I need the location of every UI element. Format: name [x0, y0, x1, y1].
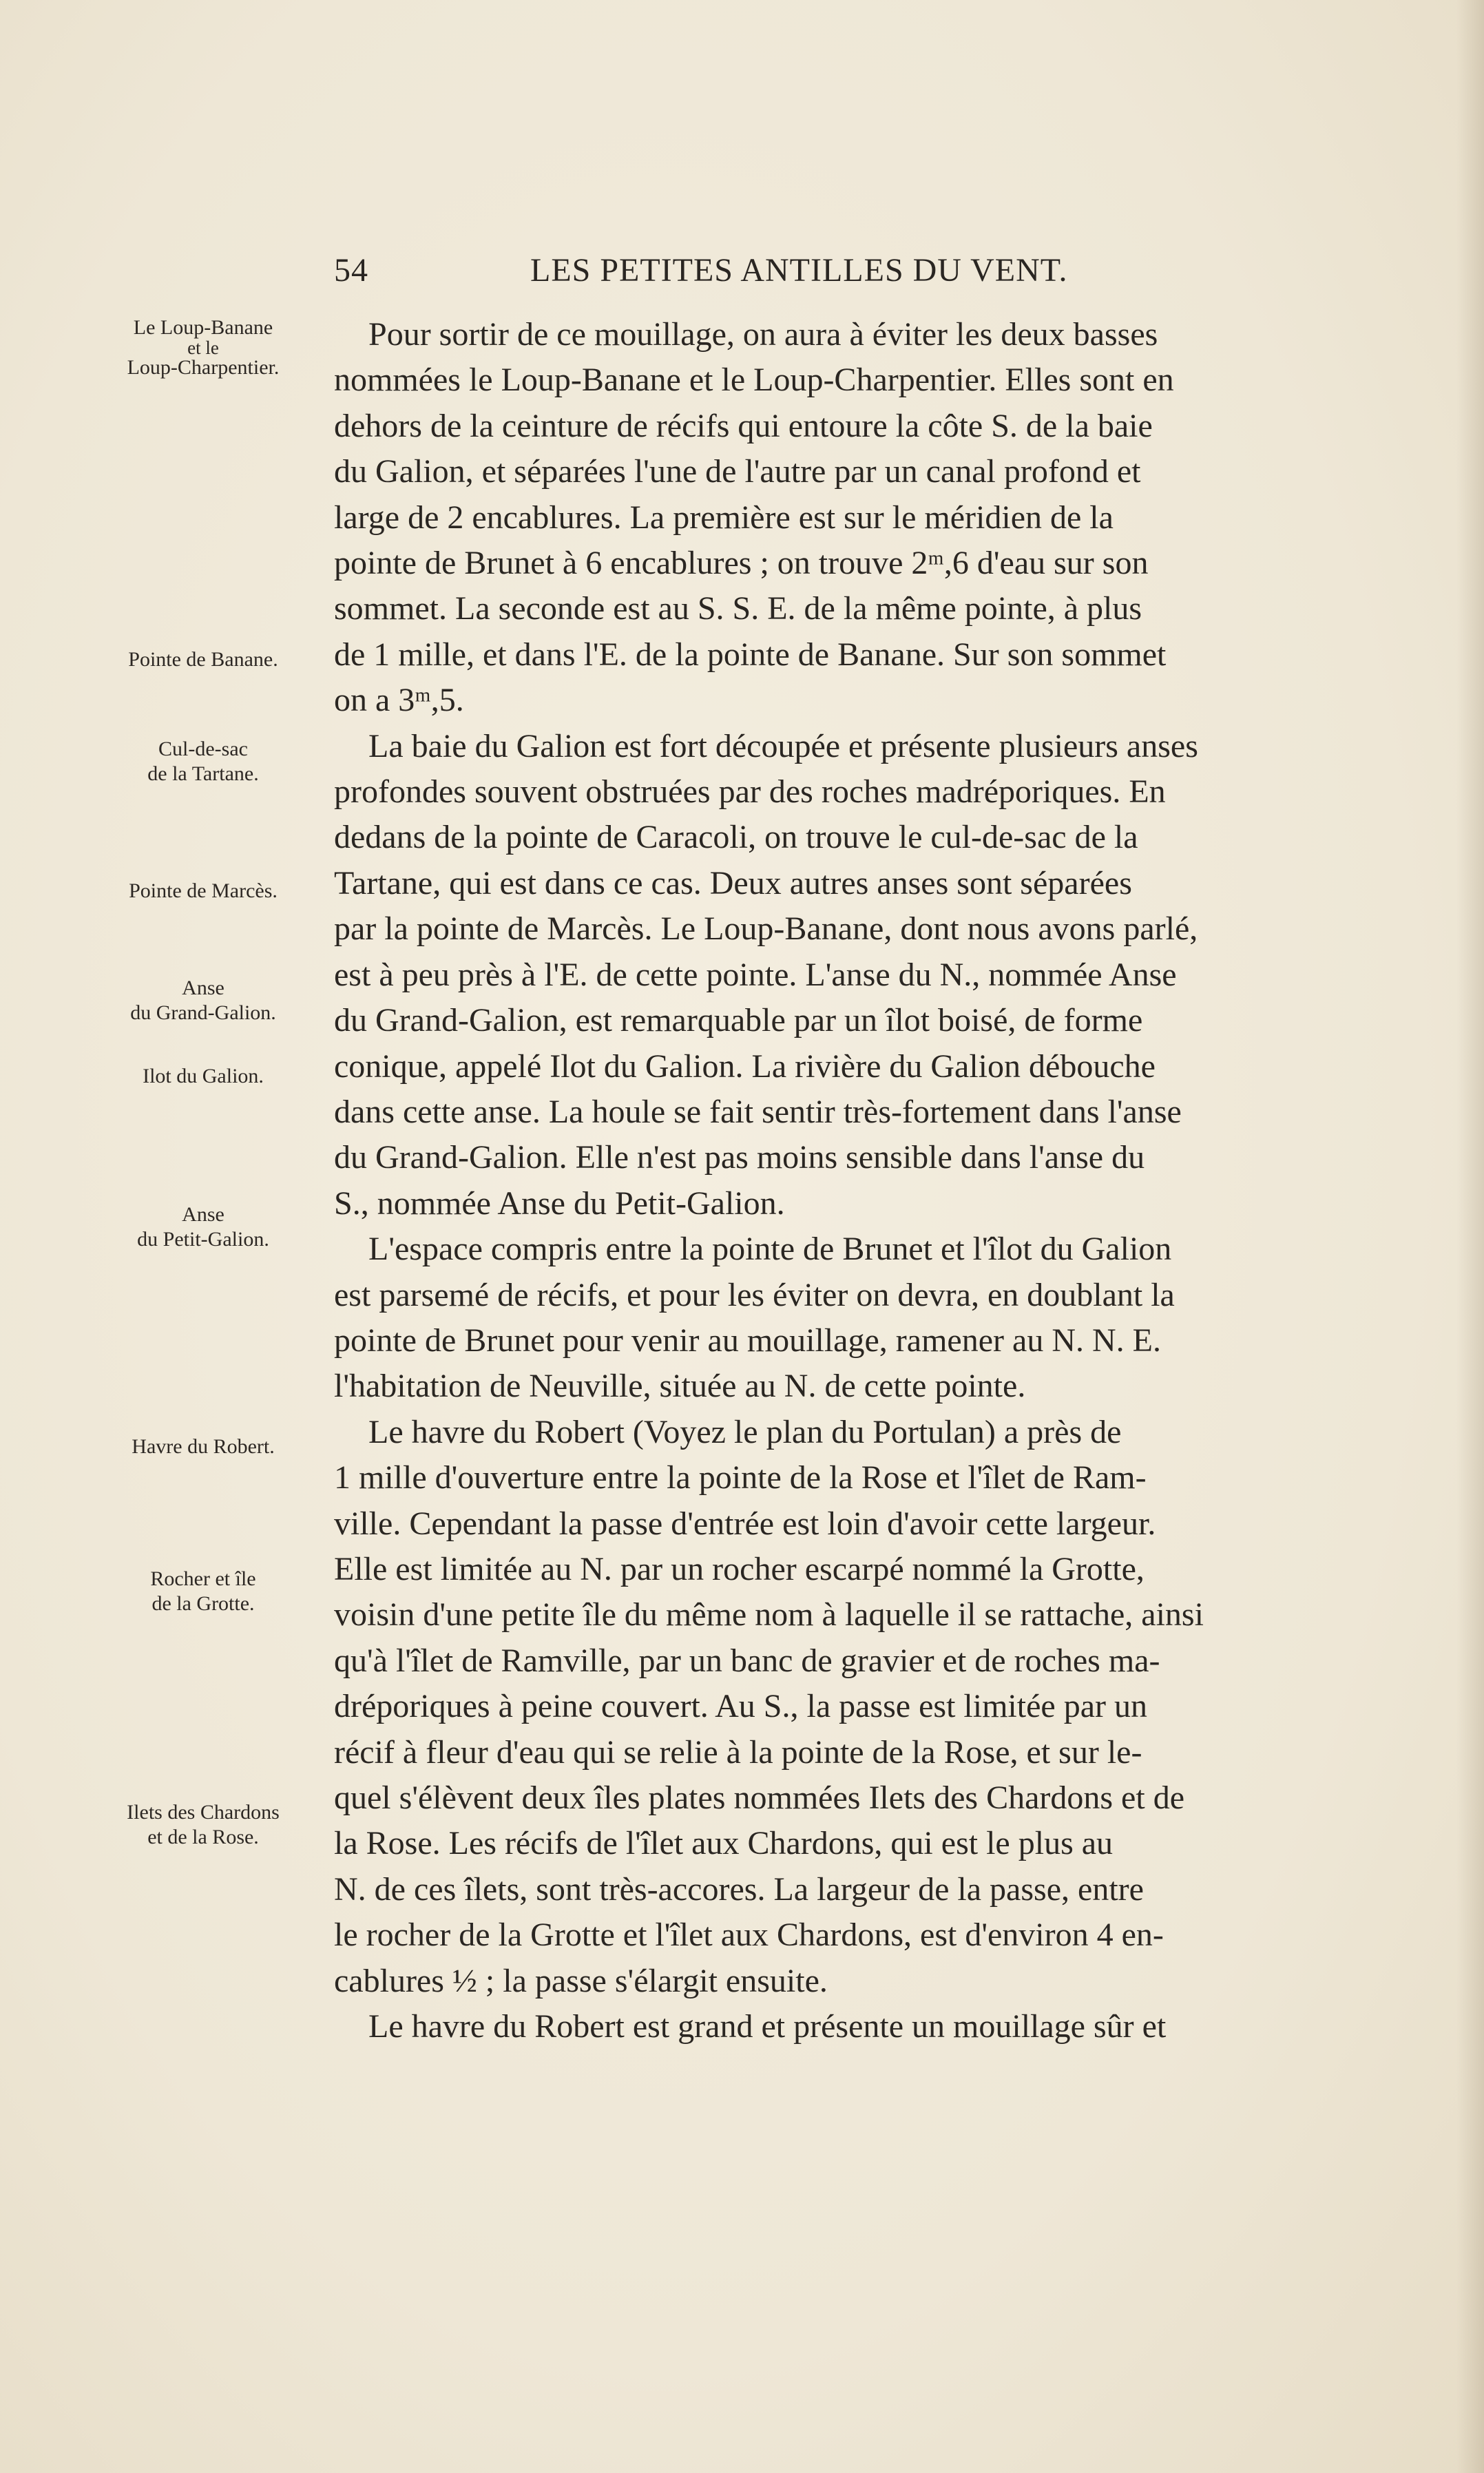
margin-note-line: et de la Rose.: [147, 1826, 259, 1848]
text-line: dehors de la ceinture de récifs qui entoure la côte S. de la baie: [334, 407, 1153, 444]
page-number: 54: [334, 252, 368, 289]
text-line: voisin d'une petite île du même nom à laquelle il se rattache, ainsi: [334, 1596, 1204, 1634]
text-line: est à peu près à l'E. de cette pointe. L'anse du N., nommée Anse: [334, 956, 1177, 993]
text-line: Le havre du Robert (Voyez le plan du Portulan) a près de: [368, 1413, 1122, 1450]
page-edge-shadow: [1456, 0, 1484, 2473]
margin-note-line: du Petit-Galion.: [137, 1228, 269, 1251]
text-line: nommées le Loup-Banane et le Loup-Charpentier. Elles sont en: [334, 362, 1174, 399]
margin-note-line: Anse: [182, 1203, 224, 1226]
margin-note-rocher-grotte: [79, 1567, 327, 1616]
margin-note-loup-banane: [79, 315, 327, 380]
text-line: sommet. La seconde est au S. S. E. de la même pointe, à plus: [334, 590, 1142, 627]
margin-note-cul-de-sac: [79, 737, 327, 786]
text-line: Pour sortir de ce mouillage, on aura à éviter les deux basses: [368, 316, 1158, 353]
margin-note-line: de la Tartane.: [147, 762, 259, 785]
text-line: est parsemé de récifs, et pour les éviter on devra, en doublant la: [334, 1276, 1175, 1313]
text-line: du Galion, et séparées l'une de l'autre par un canal profond et: [334, 453, 1141, 490]
margin-note-anse-grand-galion: [79, 976, 327, 1025]
text-line: dréporiques à peine couvert. Au S., la passe est limitée par un: [334, 1688, 1147, 1725]
text-line: N. de ces îlets, sont très-accores. La largeur de la passe, entre: [334, 1870, 1144, 1908]
margin-note-line: Anse: [182, 977, 224, 999]
margin-note-ilot-du-galion: [79, 1064, 327, 1089]
text-line: dedans de la pointe de Caracoli, on trouve le cul-de-sac de la: [334, 819, 1138, 856]
paragraph-baie-du-galion: [334, 724, 1346, 1227]
text-line: qu'à l'îlet de Ramville, par un banc de gravier et de roches ma-: [334, 1642, 1160, 1679]
margin-note-line: Cul-de-sac: [158, 738, 248, 760]
text-line: Tartane, qui est dans ce cas. Deux autres anses sont séparées: [334, 864, 1132, 901]
margin-note-line: du Grand-Galion.: [130, 1001, 276, 1024]
text-line: L'espace compris entre la pointe de Brunet et l'îlot du Galion: [368, 1231, 1172, 1268]
text-line: 1 mille d'ouverture entre la pointe de la Rose et l'îlet de Ram-: [334, 1459, 1147, 1496]
text-line: Elle est limitée au N. par un rocher escarpé nommé la Grotte,: [334, 1550, 1145, 1587]
text-line: pointe de Brunet pour venir au mouillage, ramener au N. N. E.: [334, 1322, 1161, 1359]
text-line: l'habitation de Neuville, située au N. de cette pointe.: [334, 1368, 1026, 1405]
running-header: [334, 251, 1346, 300]
paragraph-havre-du-robert: [334, 1410, 1346, 2004]
running-title: LES PETITES ANTILLES DU VENT.: [530, 252, 1068, 289]
margin-note-ilets-chardons: [79, 1800, 327, 1850]
text-line: on a 3ᵐ,5.: [334, 682, 464, 719]
text-line: la Rose. Les récifs de l'îlet aux Chardons, qui est le plus au: [334, 1825, 1114, 1862]
body-text: [334, 312, 1346, 2049]
margin-note-line: Loup-Charpentier.: [127, 356, 280, 379]
text-line: récif à fleur d'eau qui se relie à la pointe de la Rose, et sur le-: [334, 1733, 1142, 1771]
margin-note-line: Ilets des Chardons: [127, 1801, 280, 1824]
paragraph-loup-banane: [334, 312, 1346, 724]
text-line: le rocher de la Grotte et l'îlet aux Chardons, est d'environ 4 en-: [334, 1917, 1164, 1954]
text-line: du Grand-Galion, est remarquable par un îlot boisé, de forme: [334, 1002, 1143, 1039]
margin-note-anse-petit-galion: [79, 1202, 327, 1252]
margin-note-line: et le: [187, 337, 219, 358]
margin-note-line: Le Loup-Banane: [133, 316, 273, 339]
margin-note-havre-du-robert: [79, 1434, 327, 1459]
margin-note-line: Havre du Robert.: [132, 1435, 275, 1458]
margin-note-line: Ilot du Galion.: [143, 1065, 264, 1087]
text-line: de 1 mille, et dans l'E. de la pointe de Banane. Sur son sommet: [334, 636, 1167, 673]
text-line: conique, appelé Ilot du Galion. La rivière du Galion débouche: [334, 1047, 1156, 1085]
text-line: large de 2 encablures. La première est sur le méridien de la: [334, 499, 1114, 536]
margin-note-line: Pointe de Marcès.: [129, 879, 278, 902]
margin-note-line: Pointe de Banane.: [128, 648, 278, 671]
text-line: profondes souvent obstruées par des roches madréporiques. En: [334, 773, 1166, 811]
paragraph-espace-compris: [334, 1227, 1346, 1410]
paragraph-havre-grand: [334, 2004, 1346, 2049]
text-line: Le havre du Robert est grand et présente un mouillage sûr et: [368, 2008, 1167, 2045]
margin-note-line: de la Grotte.: [151, 1592, 255, 1615]
text-line: pointe de Brunet à 6 encablures ; on trouve 2ᵐ,6 d'eau sur son: [334, 545, 1149, 582]
text-line: par la pointe de Marcès. Le Loup-Banane, dont nous avons parlé,: [334, 910, 1198, 948]
text-line: La baie du Galion est fort découpée et présente plusieurs anses: [368, 727, 1198, 764]
text-line: S., nommée Anse du Petit-Galion.: [334, 1185, 785, 1222]
text-line: ville. Cependant la passe d'entrée est loin d'avoir cette largeur.: [334, 1505, 1156, 1542]
margin-note-pointe-de-banane: [79, 647, 327, 672]
text-line: quel s'élèvent deux îles plates nommées Ilets des Chardons et de: [334, 1780, 1184, 1816]
text-line: du Grand-Galion. Elle n'est pas moins sensible dans l'anse du: [334, 1139, 1145, 1176]
margin-note-line: Rocher et île: [150, 1567, 256, 1590]
text-line: dans cette anse. La houle se fait sentir très-fortement dans l'anse: [334, 1093, 1182, 1130]
text-line: cablures ½ ; la passe s'élargit ensuite.: [334, 1962, 828, 1999]
margin-note-pointe-de-marces: [79, 879, 327, 904]
